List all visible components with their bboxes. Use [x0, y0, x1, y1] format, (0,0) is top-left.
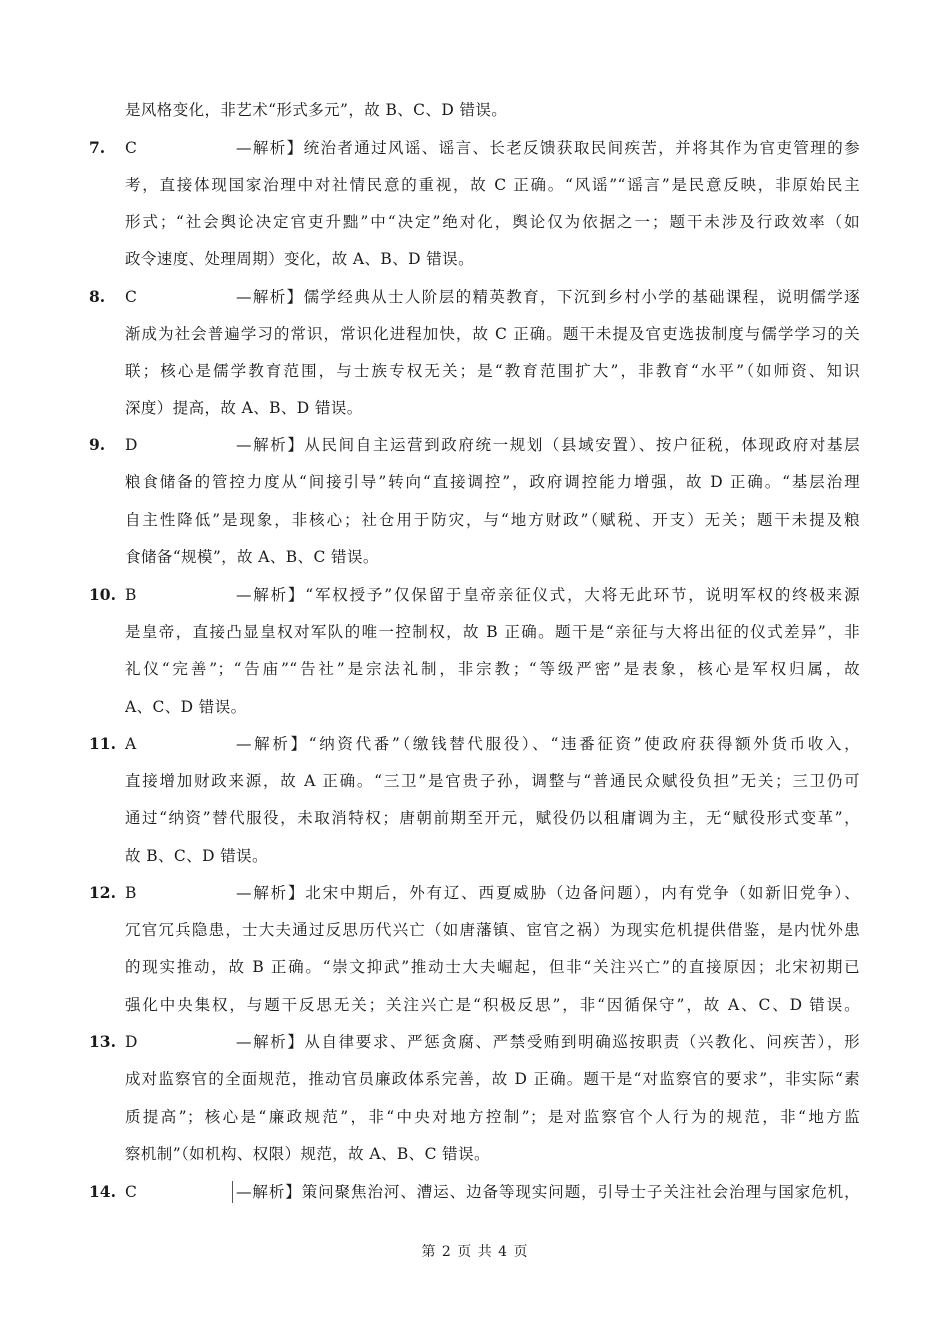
question-number: 13. — [89, 1032, 116, 1051]
analysis-line: 深度）提高，故 A、B、D 错误。 — [125, 399, 363, 417]
analysis-first-line: —解析】从民间自主运营到政府统一规划（县域安置）、按户征税，体现政府对基层 — [236, 436, 860, 454]
answer-letter: C — [125, 1183, 137, 1201]
question-number: 12. — [89, 883, 116, 902]
answer-letter: B — [125, 884, 137, 902]
analysis-line: 联；核心是儒学教育范围，与士族专权无关；是“教育范围扩大”，非教育“水平”（如师资、知识 — [125, 362, 860, 380]
analysis-first-line: —解析】统治者通过风谣、谣言、长老反馈获取民间疾苦，并将其作为官吏管理的参 — [236, 139, 860, 157]
analysis-line: 察机制”（如机构、权限）规范，故 A、B、C 错误。 — [125, 1145, 490, 1163]
analysis-line: 是皇帝，直接凸显皇权对军队的唯一控制权，故 B 正确。题干是“亲征与大将出征的仪式差异”，非 — [125, 623, 860, 641]
question-number: 7. — [89, 138, 106, 157]
answer-letter: C — [125, 139, 137, 157]
analysis-line: 成对监察官的全面规范，推动官员廉政体系完善，故 D 正确。题干是“对监察官的要求”，非实际“素 — [125, 1070, 860, 1088]
question-number: 10. — [89, 585, 116, 604]
analysis-first-line: —解析】“军权授予”仅保留于皇帝亲征仪式，大将无此环节，说明军权的终极来源 — [236, 586, 860, 604]
answer-letter: D — [125, 1033, 138, 1051]
analysis-line: 渐成为社会普遍学习的常识，常识化进程加快，故 C 正确。题干未提及官吏选拔制度与儒学学习的关 — [125, 325, 860, 343]
analysis-first-line: —解析】儒学经典从士人阶层的精英教育，下沉到乡村小学的基础课程，说明儒学逐 — [236, 288, 860, 306]
continuation-text: 是风格变化，非艺术“形式多元”，故 B、C、D 错误。 — [125, 101, 508, 119]
analysis-first-line: —解析】从自律要求、严惩贪腐、严禁受贿到明确巡按职责（兴教化、问疾苦），形 — [236, 1033, 860, 1051]
question-number: 11. — [89, 734, 116, 753]
analysis-line: 食储备“规模”，故 A、B、C 错误。 — [125, 548, 379, 566]
analysis-line: 的现实推动，故 B 正确。“崇文抑武”推动士大夫崛起，但非“关注兴亡”的直接原因；北宋初期已 — [125, 958, 860, 976]
analysis-line: 直接增加财政来源，故 A 正确。“三卫”是官贵子孙，调整与“普通民众赋役负担”无关；三卫仍可 — [125, 772, 860, 790]
analysis-first-line: —解析】策问聚焦治河、漕运、边备等现实问题，引导士子关注社会治理与国家危机， — [232, 1181, 860, 1203]
question-number: 9. — [89, 435, 106, 454]
analysis-line: A、C、D 错误。 — [125, 698, 247, 716]
answer-letter: D — [125, 436, 138, 454]
question-number: 8. — [89, 287, 106, 306]
answer-letter: C — [125, 288, 137, 306]
analysis-line: 通过“纳资”替代服役，未取消特权；唐朝前期至开元，赋役仍以租庸调为主，无“赋役形式变革”， — [125, 809, 860, 827]
answer-letter: A — [125, 735, 137, 753]
answer-letter: B — [125, 586, 137, 604]
question-number: 14. — [89, 1182, 116, 1201]
analysis-line: 质提高”；核心是“廉政规范”，非“中央对地方控制”；是对监察官个人行为的规范，非“地方监 — [125, 1108, 860, 1126]
analysis-line: 粮食储备的管控力度从“间接引导”转向“直接调控”，政府调控能力增强，故 D 正确。“基层治理 — [125, 473, 860, 491]
analysis-line: 自主性降低”是现象，非核心；社仓用于防灾，与“地方财政”（赋税、开支）无关；题干未提及粮 — [125, 511, 860, 529]
analysis-first-line: —解析】“纳资代番”（缴钱替代服役）、“违番征资”使政府获得额外货币收入， — [236, 735, 860, 753]
analysis-line: 政令速度、处理周期）变化，故 A、B、D 错误。 — [125, 250, 474, 268]
analysis-line: 形式；“社会舆论决定官吏升黜”中“决定”绝对化，舆论仅为依据之一；题干未涉及行政效率（如 — [125, 213, 860, 231]
analysis-line: 故 B、C、D 错误。 — [125, 847, 268, 865]
analysis-line: 冗官冗兵隐患，士大夫通过反思历代兴亡（如唐藩镇、宦官之祸）为现实危机提供借鉴，是内忧外患 — [125, 921, 860, 939]
analysis-line: 考，直接体现国家治理中对社情民意的重视，故 C 正确。“风谣”“谣言”是民意反映，非原始民主 — [125, 176, 860, 194]
page-footer: 第 2 页 共 4 页 — [421, 1244, 529, 1260]
analysis-line: 强化中央集权，与题干反思无关；关注兴亡是“积极反思”，非“因循保守”，故 A、C、D 错误。 — [125, 996, 860, 1014]
analysis-first-line: —解析】北宋中期后，外有辽、西夏威胁（边备问题），内有党争（如新旧党争）、 — [236, 884, 860, 902]
analysis-line: 礼仪“完善”；“告庙”“告社”是宗法礼制，非宗教；“等级严密”是表象，核心是军权归属，故 — [125, 660, 860, 678]
